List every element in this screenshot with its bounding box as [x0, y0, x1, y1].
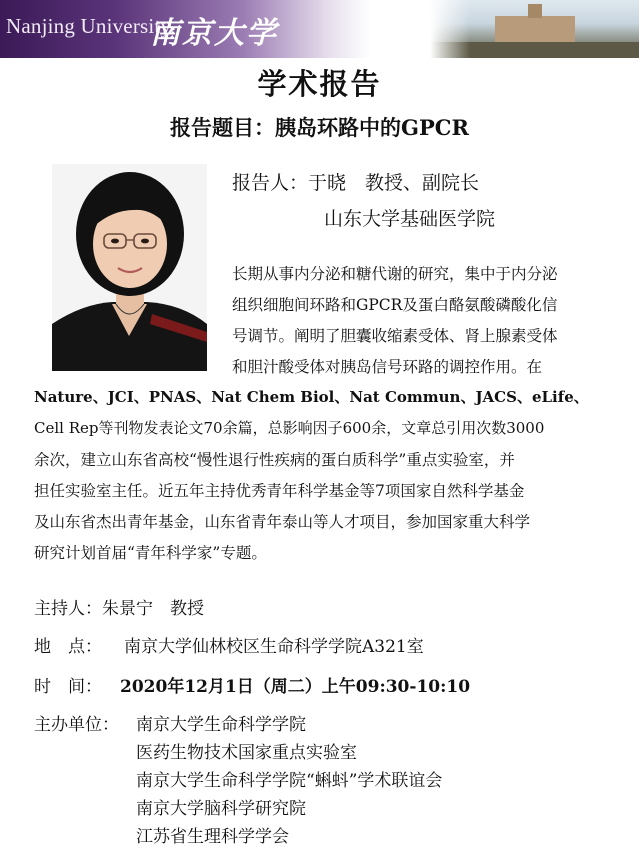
university-english-name: Nanjing University	[6, 14, 172, 38]
host: 主持人：朱景宁 教授	[34, 599, 204, 619]
campus-photo	[430, 0, 639, 58]
bio-line-2: 组织细胞间环路和GPCR及蛋白酪氨酸磷酸化信	[232, 296, 558, 314]
organizer-1: 南京大学生命科学学院	[136, 715, 306, 735]
organizer-5: 江苏省生理科学学会	[136, 827, 289, 847]
organizer-2: 医药生物技术国家重点实验室	[136, 743, 357, 763]
report-topic: 报告题目：胰岛环路中的GPCR	[170, 115, 469, 140]
location: 南京大学仙林校区生命科学学院A321室	[124, 637, 424, 657]
time-label: 时 间：	[34, 677, 102, 697]
bio-line-10: 研究计划首届“青年科学家”专题。	[34, 544, 267, 562]
location-label: 地 点：	[34, 637, 102, 657]
organizer-4: 南京大学脑科学研究院	[136, 799, 306, 819]
organizer-3: 南京大学生命科学学院“蝌蚪”学术联谊会	[136, 771, 443, 791]
portrait-image	[52, 164, 207, 371]
bio-line-3: 号调节。阐明了胆囊收缩素受体、肾上腺素受体	[232, 327, 558, 345]
bio-line-9: 及山东省杰出青年基金，山东省青年泰山等人才项目，参加国家重大科学	[34, 513, 531, 531]
university-chinese-logo: 南京大学	[150, 16, 278, 51]
speaker-portrait	[52, 164, 207, 371]
bio-line-7: 余次，建立山东省高校“慢性退行性疾病的蛋白质科学”重点实验室，并	[34, 451, 515, 469]
bio-line-1: 长期从事内分泌和糖代谢的研究，集中于内分泌	[232, 265, 558, 283]
bio-line-5: Nature、JCI、PNAS、Nat Chem Biol、Nat Commun、JACS、eLife、	[34, 388, 589, 406]
speaker-affiliation: 山东大学基础医学院	[324, 208, 496, 230]
university-banner	[0, 0, 639, 58]
time: 2020年12月1日（周二）上午09:30-10:10	[120, 677, 471, 697]
organizer-label: 主办单位：	[34, 715, 119, 735]
speaker-name: 报告人：于晓 教授、副院长	[232, 172, 480, 194]
bio-line-4: 和胆汁酸受体对胰岛信号环路的调控作用。在	[232, 358, 543, 376]
bio-line-6: Cell Rep等刊物发表论文70余篇，总影响因子600余，文章总引用次数3000	[34, 419, 545, 437]
page-title: 学术报告	[257, 67, 382, 101]
bio-line-8: 担任实验室主任。近五年主持优秀青年科学基金等7项国家自然科学基金	[34, 482, 525, 500]
